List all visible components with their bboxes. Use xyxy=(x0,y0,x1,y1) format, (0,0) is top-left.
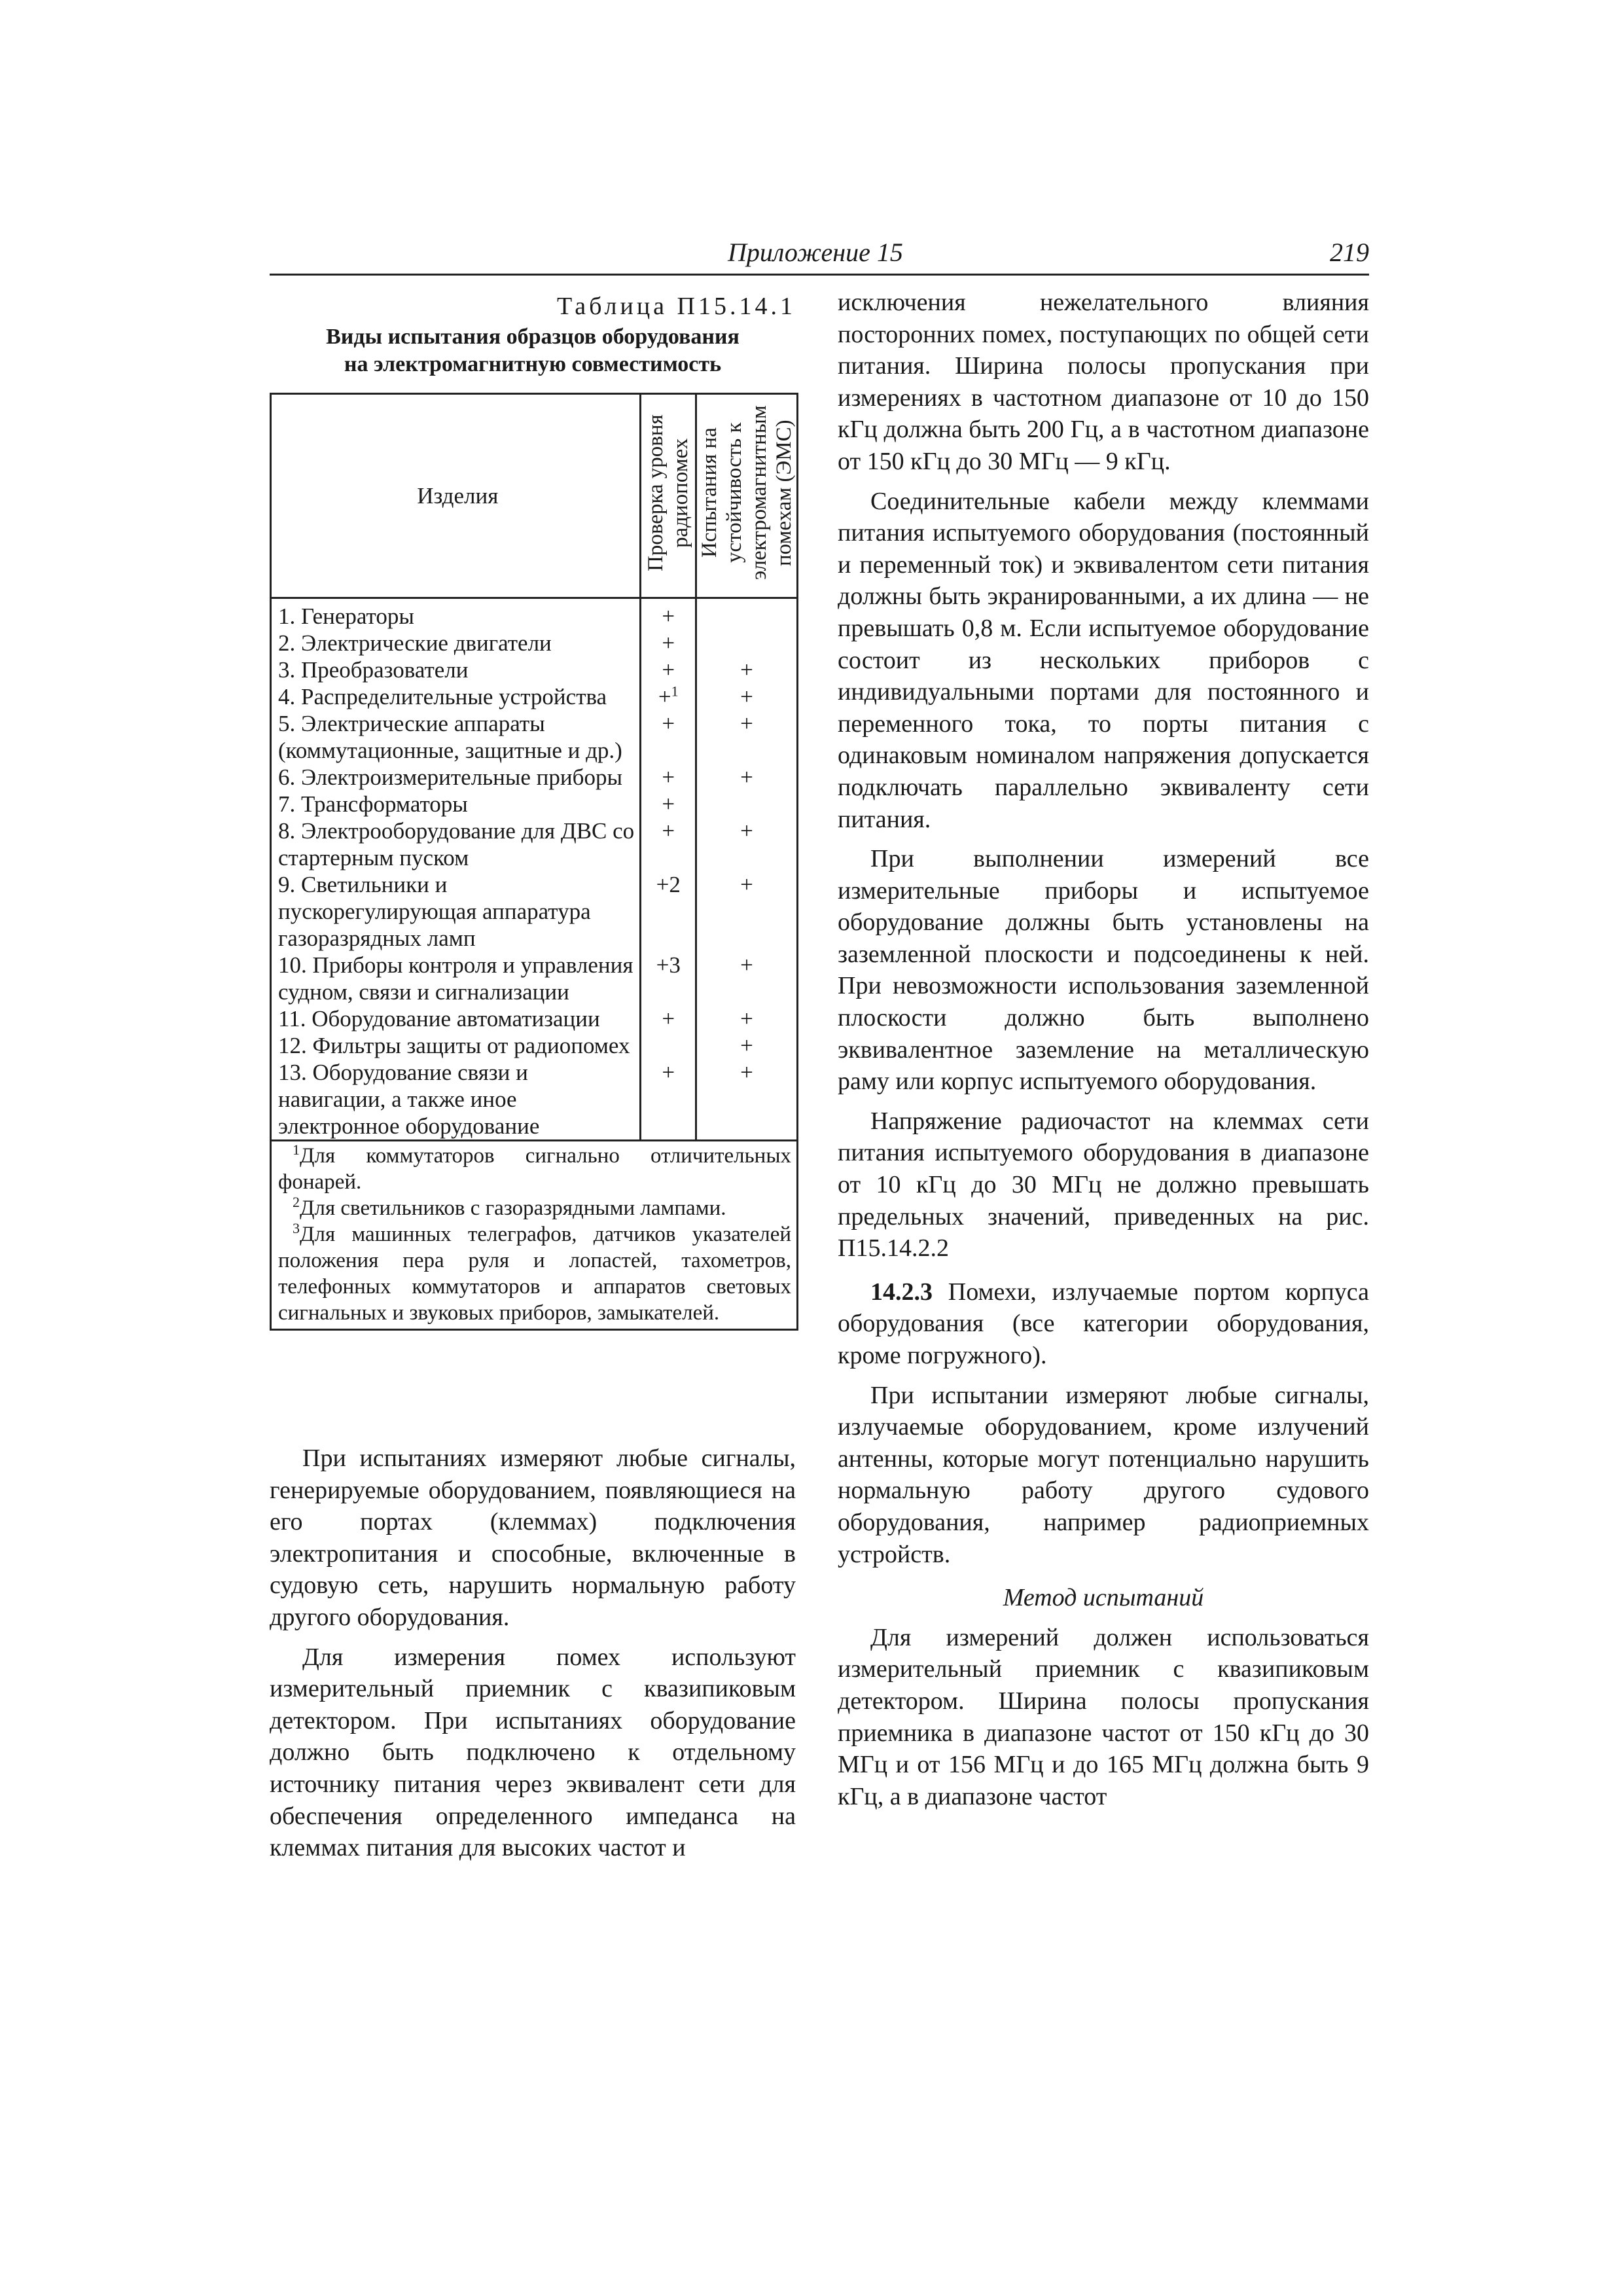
page-number: 219 xyxy=(1330,238,1369,267)
section-14-2-3 xyxy=(838,1276,1369,1372)
row-emc-mark: + xyxy=(740,711,753,736)
table-label: Таблица П15.14.1 xyxy=(557,293,796,320)
table-header-row xyxy=(271,394,798,598)
table-title-line-2: на электромагнитную совместимость xyxy=(344,352,722,376)
row-emc-mark: + xyxy=(740,818,753,844)
row-name: 8. Электрооборудование для ДВС со стартерным пуском xyxy=(271,817,641,871)
table-title-line-1: Виды испытания образцов оборудования xyxy=(326,325,740,349)
row-emc-mark: + xyxy=(740,1006,753,1031)
paragraph: При испытаниях измеряют любые сигналы, генерируемые оборудованием, появляющиеся на его портах (клеммах) подключения электропитания и способные, включенные в судовую сеть, нарушить нормальную работу другого оборудования. xyxy=(270,1444,796,1631)
section-heading-text: Помехи, излучаемые портом корпуса оборудования (все категории оборудования, кроме погружного). xyxy=(838,1278,1369,1369)
table-row xyxy=(271,791,798,817)
row-name: 13. Оборудование связи и навигации, а также иное электронное оборудование xyxy=(271,1059,641,1141)
row-name: 12. Фильтры защиты от радиопомех xyxy=(271,1032,641,1059)
footnote-text: Для светильников с газоразрядными лампами. xyxy=(300,1196,726,1220)
running-title: Приложение 15 xyxy=(728,238,903,267)
table-row xyxy=(271,656,798,683)
row-emc-mark xyxy=(696,630,797,656)
footnote-number: 2 xyxy=(293,1194,300,1210)
table-row xyxy=(271,1059,798,1141)
table-footnotes xyxy=(271,1141,798,1330)
method-subtitle: Метод испытаний xyxy=(1003,1584,1204,1612)
footnote-number: 3 xyxy=(293,1220,300,1236)
footnote xyxy=(278,1221,791,1326)
row-name: 11. Оборудование автоматизации xyxy=(271,1005,641,1032)
table-row xyxy=(271,1005,798,1032)
row-name: 5. Электрические аппараты (коммутационные, защитные и др.) xyxy=(271,710,641,764)
footnote-text: Для коммутаторов сигнально отличительных фонарей. xyxy=(278,1144,791,1194)
column-header-radio-interference-text: Проверка уровня радиопомех xyxy=(644,414,693,571)
row-radio-mark xyxy=(641,683,696,710)
row-radio-mark: + xyxy=(641,630,696,656)
table-row xyxy=(271,630,798,656)
table-caption xyxy=(270,292,796,378)
table-row xyxy=(271,1032,798,1059)
row-name: 10. Приборы контроля и управления судном, связи и сигнализации xyxy=(271,952,641,1005)
footnote-text: Для машинных телеграфов, датчиков указателей положения пера руля и лопастей, тахометров, телефонных коммутаторов и аппаратов световых сигнальных и звуковых приборов, замыкателей. xyxy=(278,1223,791,1325)
paragraph: При испытании измеряют любые сигналы, излучаемые оборудованием, кроме излучений антенны, которые могут потенциально нарушить нормальную работу другого судового оборудования, например радиоприемных устройств. xyxy=(838,1381,1369,1568)
footnote-ref: 1 xyxy=(671,683,679,700)
paragraph: Соединительные кабели между клеммами питания испытуемого оборудования (постоянный и переменный ток) и эквивалентом сети питания должны быть экранированными, а их длина — не превышать 0,8 м. Если испытуемое оборудование состоит из нескольких приборов с индивидуальными портами для постоянного и переменного тока, то порты питания с одинаковым номиналом напряжения допускается подключать параллельно эквиваленту сети питания. xyxy=(838,487,1369,833)
footnote xyxy=(278,1195,791,1221)
left-column xyxy=(270,1443,796,1872)
row-radio-mark: + xyxy=(641,1059,696,1141)
row-radio-mark: + xyxy=(641,791,696,817)
row-radio-mark: +3 xyxy=(641,952,696,1005)
column-header-emc-immunity xyxy=(696,394,797,598)
table-row xyxy=(271,683,798,710)
row-emc-mark: + xyxy=(740,764,753,790)
column-header-products: Изделия xyxy=(271,394,641,598)
table-title xyxy=(270,323,796,378)
row-emc-mark xyxy=(696,791,797,817)
section-number: 14.2.3 xyxy=(870,1278,933,1306)
row-radio-mark-text: + xyxy=(658,684,671,709)
table-row xyxy=(271,764,798,791)
row-emc-mark: + xyxy=(740,657,753,683)
row-radio-mark: + xyxy=(641,764,696,791)
paragraph: При выполнении измерений все измерительные приборы и испытуемое оборудование должны быть установлены на заземленной плоскости и подсоединены к ней. При невозможности использования заземленной плоскости должно быть выполнено эквивалентное заземление на металлическую раму или корпус испытуемого оборудования. xyxy=(838,845,1369,1096)
right-column xyxy=(838,287,1369,1820)
column-header-emc-immunity-text: Испытания на устойчивость к электромагнитным помехам (ЭМС) xyxy=(697,405,796,581)
row-name: 4. Распределительные устройства xyxy=(271,683,641,710)
footnote xyxy=(278,1143,791,1195)
footnote-number: 1 xyxy=(293,1141,300,1158)
table-row xyxy=(271,710,798,764)
table-row xyxy=(271,598,798,630)
section-heading-paragraph xyxy=(838,1276,1369,1372)
table-row xyxy=(271,871,798,952)
row-name: 7. Трансформаторы xyxy=(271,791,641,817)
paragraph: Для измерения помех используют измерительный приемник с квазипиковым детектором. При испытаниях оборудование должно быть подключено к отдельному источнику питания через эквивалент сети для обеспечения определенного импеданса на клеммах питания для высоких частот и xyxy=(270,1643,796,1862)
row-radio-mark: + xyxy=(641,598,696,630)
row-radio-mark: + xyxy=(641,656,696,683)
emc-test-table xyxy=(270,393,798,1331)
table-row xyxy=(271,817,798,871)
row-name: 1. Генераторы xyxy=(271,598,641,630)
paragraph: Напряжение радиочастот на клеммах сети питания испытуемого оборудования в диапазоне от 10 кГц до 30 МГц не должно превышать предельных значений, приведенных на рис. П15.14.2.2 xyxy=(838,1107,1369,1263)
row-radio-mark: + xyxy=(641,1005,696,1032)
page-header xyxy=(270,237,1369,276)
row-name: 9. Светильники и пускорегулирующая аппаратура газоразрядных ламп xyxy=(271,871,641,952)
row-emc-mark: + xyxy=(740,1060,753,1085)
footnotes-cell xyxy=(271,1141,798,1330)
row-radio-mark: + xyxy=(641,817,696,871)
row-name: 6. Электроизмерительные приборы xyxy=(271,764,641,791)
table-row xyxy=(271,952,798,1005)
paragraph: исключения нежелательного влияния посторонних помех, поступающих по общей сети питания. Ширина полосы пропускания при измерениях в частотном диапазоне от 10 до 150 кГц должна быть 200 Гц, а в частотном диапазоне от 150 кГц до 30 МГц — 9 кГц. xyxy=(838,289,1369,475)
row-emc-mark: + xyxy=(740,684,753,709)
row-emc-mark: + xyxy=(740,1033,753,1058)
row-emc-mark: + xyxy=(740,952,753,978)
row-radio-mark: +2 xyxy=(641,871,696,952)
row-emc-mark: + xyxy=(740,872,753,897)
paragraph: Для измерений должен использоваться измерительный приемник с квазипиковым детектором. Ширина полосы пропускания приемника в диапазоне частот от 150 кГц до 30 МГц и от 156 МГц и до 165 МГц должна быть 9 кГц, а в диапазоне частот xyxy=(838,1623,1369,1810)
row-radio-mark xyxy=(641,1032,696,1059)
row-name: 3. Преобразователи xyxy=(271,656,641,683)
column-header-radio-interference xyxy=(641,394,696,598)
row-emc-mark xyxy=(696,598,797,630)
row-radio-mark: + xyxy=(641,710,696,764)
row-name: 2. Электрические двигатели xyxy=(271,630,641,656)
